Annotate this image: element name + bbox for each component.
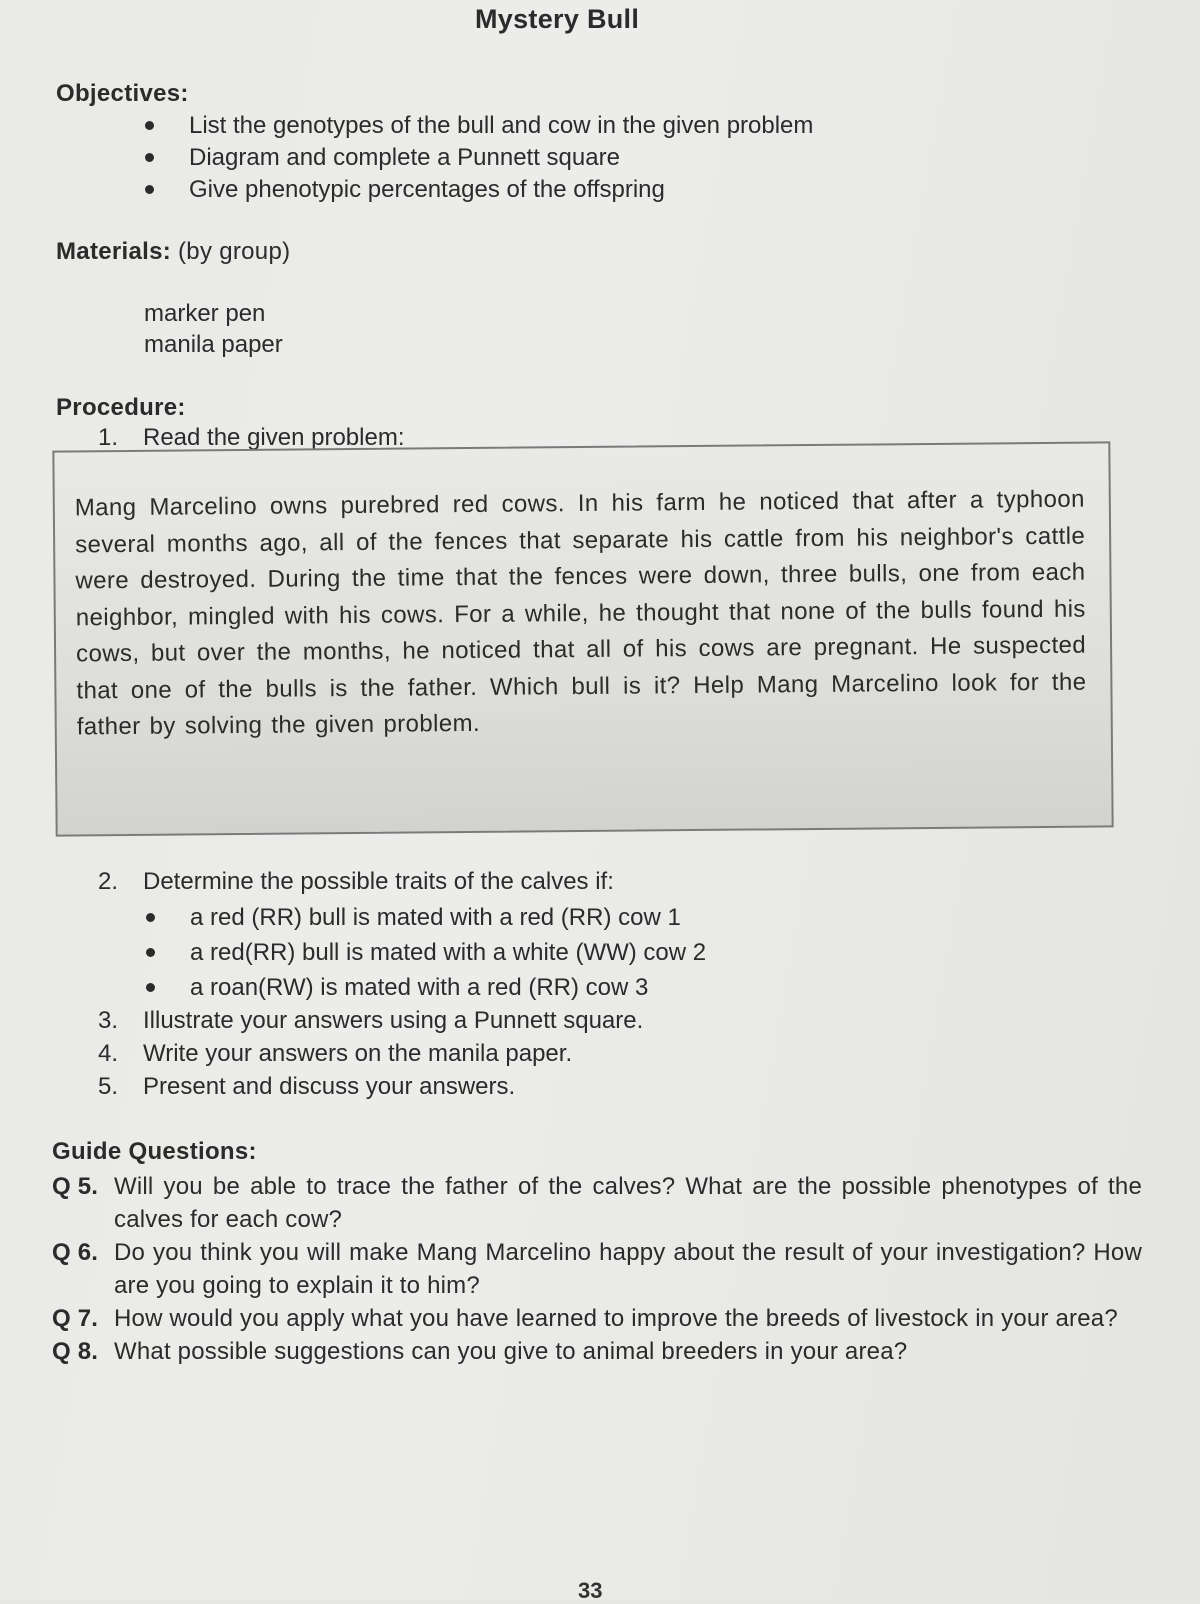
procedure-heading: Procedure: xyxy=(56,394,186,421)
procedure-step: 3. Illustrate your answers using a Punnett square. xyxy=(98,1007,644,1034)
procedure-step: 4. Write your answers on the manila paper. xyxy=(98,1040,573,1067)
procedure-step: 5. Present and discuss your answers. xyxy=(98,1073,516,1100)
page-title: Mystery Bull xyxy=(475,4,640,34)
bullet-icon xyxy=(145,121,154,130)
guide-questions-list xyxy=(52,1170,1142,1368)
bullet-icon xyxy=(146,913,155,922)
procedure-step: 2. Determine the possible traits of the calves if: xyxy=(98,868,614,895)
objective-item: Give phenotypic percentages of the offspring xyxy=(145,174,813,206)
objective-item: List the genotypes of the bull and cow in the given problem xyxy=(145,110,813,142)
materials-heading: Materials: (by group) xyxy=(56,238,291,265)
procedure-step-2 xyxy=(98,866,614,898)
procedure-step: 1. Read the given problem: xyxy=(98,424,405,451)
guide-question: Q 5. Will you be able to trace the father of the calves? What are the possible phenotypes of the calves for each cow? xyxy=(52,1170,1142,1236)
objective-item: Diagram and complete a Punnett square xyxy=(145,142,813,174)
materials-list xyxy=(144,298,283,360)
bullet-icon xyxy=(146,948,155,957)
mating-item: a red (RR) bull is mated with a red (RR) cow 1 xyxy=(146,900,706,935)
question-number: Q 6. xyxy=(52,1239,99,1266)
bullet-icon xyxy=(145,185,154,194)
material-item: marker pen xyxy=(144,300,266,327)
question-number: Q 8. xyxy=(52,1338,99,1365)
mating-list xyxy=(146,900,706,1005)
question-number: Q 5. xyxy=(52,1173,99,1200)
procedure-later-steps xyxy=(98,1004,643,1103)
problem-text: Mang Marcelino owns purebred red cows. In his farm he noticed that after a typhoon several months ago, all of the fences that separate his cattle from his neighbor's cattle were destroyed. During the time that the fences were down, three bulls, one from each neighbor, mingled with his cows. For a while, he thought that none of the bulls found his cows, but over the months, he noticed that all of his cows are pregnant. He suspected that one of the bulls is the father. Which bull is it? Help Mang Marcelino look for the father by solving the given problem. xyxy=(74,485,1087,741)
material-item: manila paper xyxy=(144,331,283,358)
objectives-heading: Objectives: xyxy=(56,80,189,107)
guide-question: Q 7. How would you apply what you have learned to improve the breeds of livestock in your area? xyxy=(52,1302,1142,1335)
guide-question: Q 6. Do you think you will make Mang Marcelino happy about the result of your investigation? How are you going to explain it to him? xyxy=(52,1236,1142,1302)
mating-item: a roan(RW) is mated with a red (RR) cow 3 xyxy=(146,970,706,1005)
problem-box xyxy=(52,441,1113,836)
guide-questions-heading: Guide Questions: xyxy=(52,1138,257,1165)
bullet-icon xyxy=(145,153,154,162)
guide-question: Q 8. What possible suggestions can you give to animal breeders in your area? xyxy=(52,1335,1142,1368)
page-number: 33 xyxy=(578,1578,603,1603)
bullet-icon xyxy=(146,983,155,992)
question-number: Q 7. xyxy=(52,1305,99,1332)
objectives-list xyxy=(145,110,813,206)
mating-item: a red(RR) bull is mated with a white (WW) cow 2 xyxy=(146,935,706,970)
materials-subheading: (by group) xyxy=(178,238,291,265)
